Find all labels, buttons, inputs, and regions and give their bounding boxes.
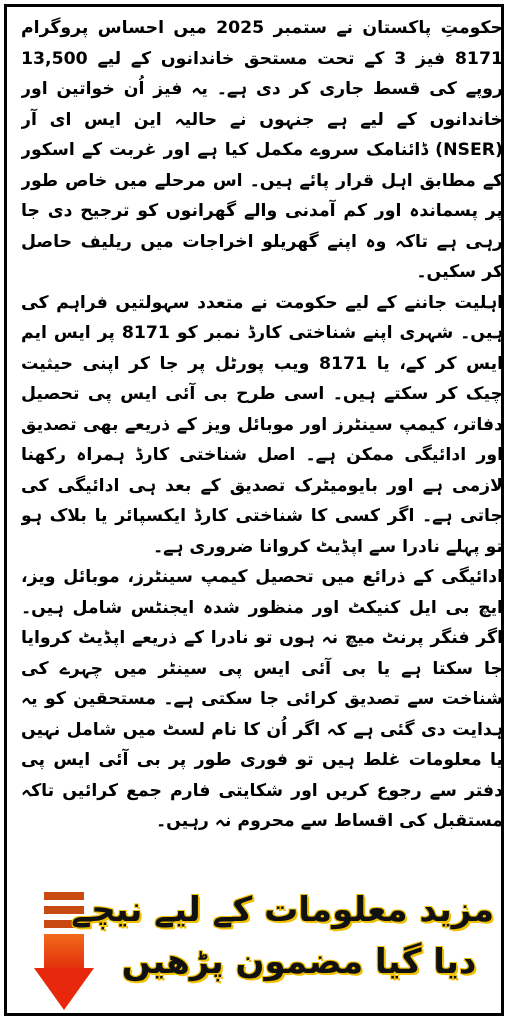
article-paragraph-1: حکومتِ پاکستان نے ستمبر 2025 میں احساس پروگرام 8171 فیز 3 کے تحت مستحق خاندانوں کے لیے 13,500 روپے کی قسط جاری کر دی ہے۔ یہ فیز اُن خواتین اور خاندانوں کے لیے ہے جنہوں نے حالیہ این ایس ای آر (NSER) ڈائنامک سروے مکمل کیا ہے اور غربت کے اسکور کے مطابق اہل قرار پائے ہیں۔ اس مرحلے میں خاص طور پر پسماندہ اور کم آمدنی والے گھرانوں کو ترجیح دی جا رہی ہے تاکہ وہ اپنے گھریلو اخراجات میں ریلیف حاصل کر سکیں۔ [21,18,503,282]
banner-line-2: دیا گیا مضمون پڑھیں [121,942,477,982]
banner-line-1: مزید معلومات کے لیے نیچے [71,890,494,930]
banner-heading [71,884,494,988]
read-more-banner[interactable] [12,884,502,1010]
article-paragraph-3: ادائیگی کے ذرائع میں تحصیل کیمپ سینٹرز، موبائل ویز، ایچ بی ایل کنیکٹ اور منظور شدہ ایجنٹس شامل ہیں۔ اگر فنگر پرنٹ میچ نہ ہوں تو نادرا کے ذریعے اپڈیٹ کروایا جا سکتا ہے یا بی آئی ایس پی سینٹر میں چہرے کی شناخت سے تصدیق کرائی جا سکتی ہے۔ مستحقین کو یہ ہدایت دی گئی ہے کہ اگر اُن کا نام لسٹ میں شامل نہیں یا معلومات غلط ہیں تو فوری طور پر بی آئی ایس پی دفتر سے رجوع کریں اور شکایتی فارم جمع کرائیں تاکہ مستقبل کی اقساط سے محروم نہ رہیں۔ [21,567,503,831]
article-paragraph-2: اہلیت جاننے کے لیے حکومت نے متعدد سہولتیں فراہم کی ہیں۔ شہری اپنے شناختی کارڈ نمبر کو 8171 پر ایس ایم ایس کر کے، یا 8171 ویب پورٹل پر جا کر اپنی حیثیت چیک کر سکتے ہیں۔ اسی طرح بی آئی ایس پی تحصیل دفاتر، کیمپ سینٹرز اور موبائل ویز کے ذریعے بھی تصدیق اور ادائیگی ممکن ہے۔ اصل شناختی کارڈ ہمراہ رکھنا لازمی ہے اور بایومیٹرک تصدیق کے بعد ہی ادائیگی کی جاتی ہے۔ اگر کسی کا شناختی کارڈ ایکسپائر یا بلاک ہو تو پہلے نادرا سے اپڈیٹ کروانا ضروری ہے۔ [21,292,503,557]
article-frame [4,4,504,1016]
article-body [21,13,503,851]
